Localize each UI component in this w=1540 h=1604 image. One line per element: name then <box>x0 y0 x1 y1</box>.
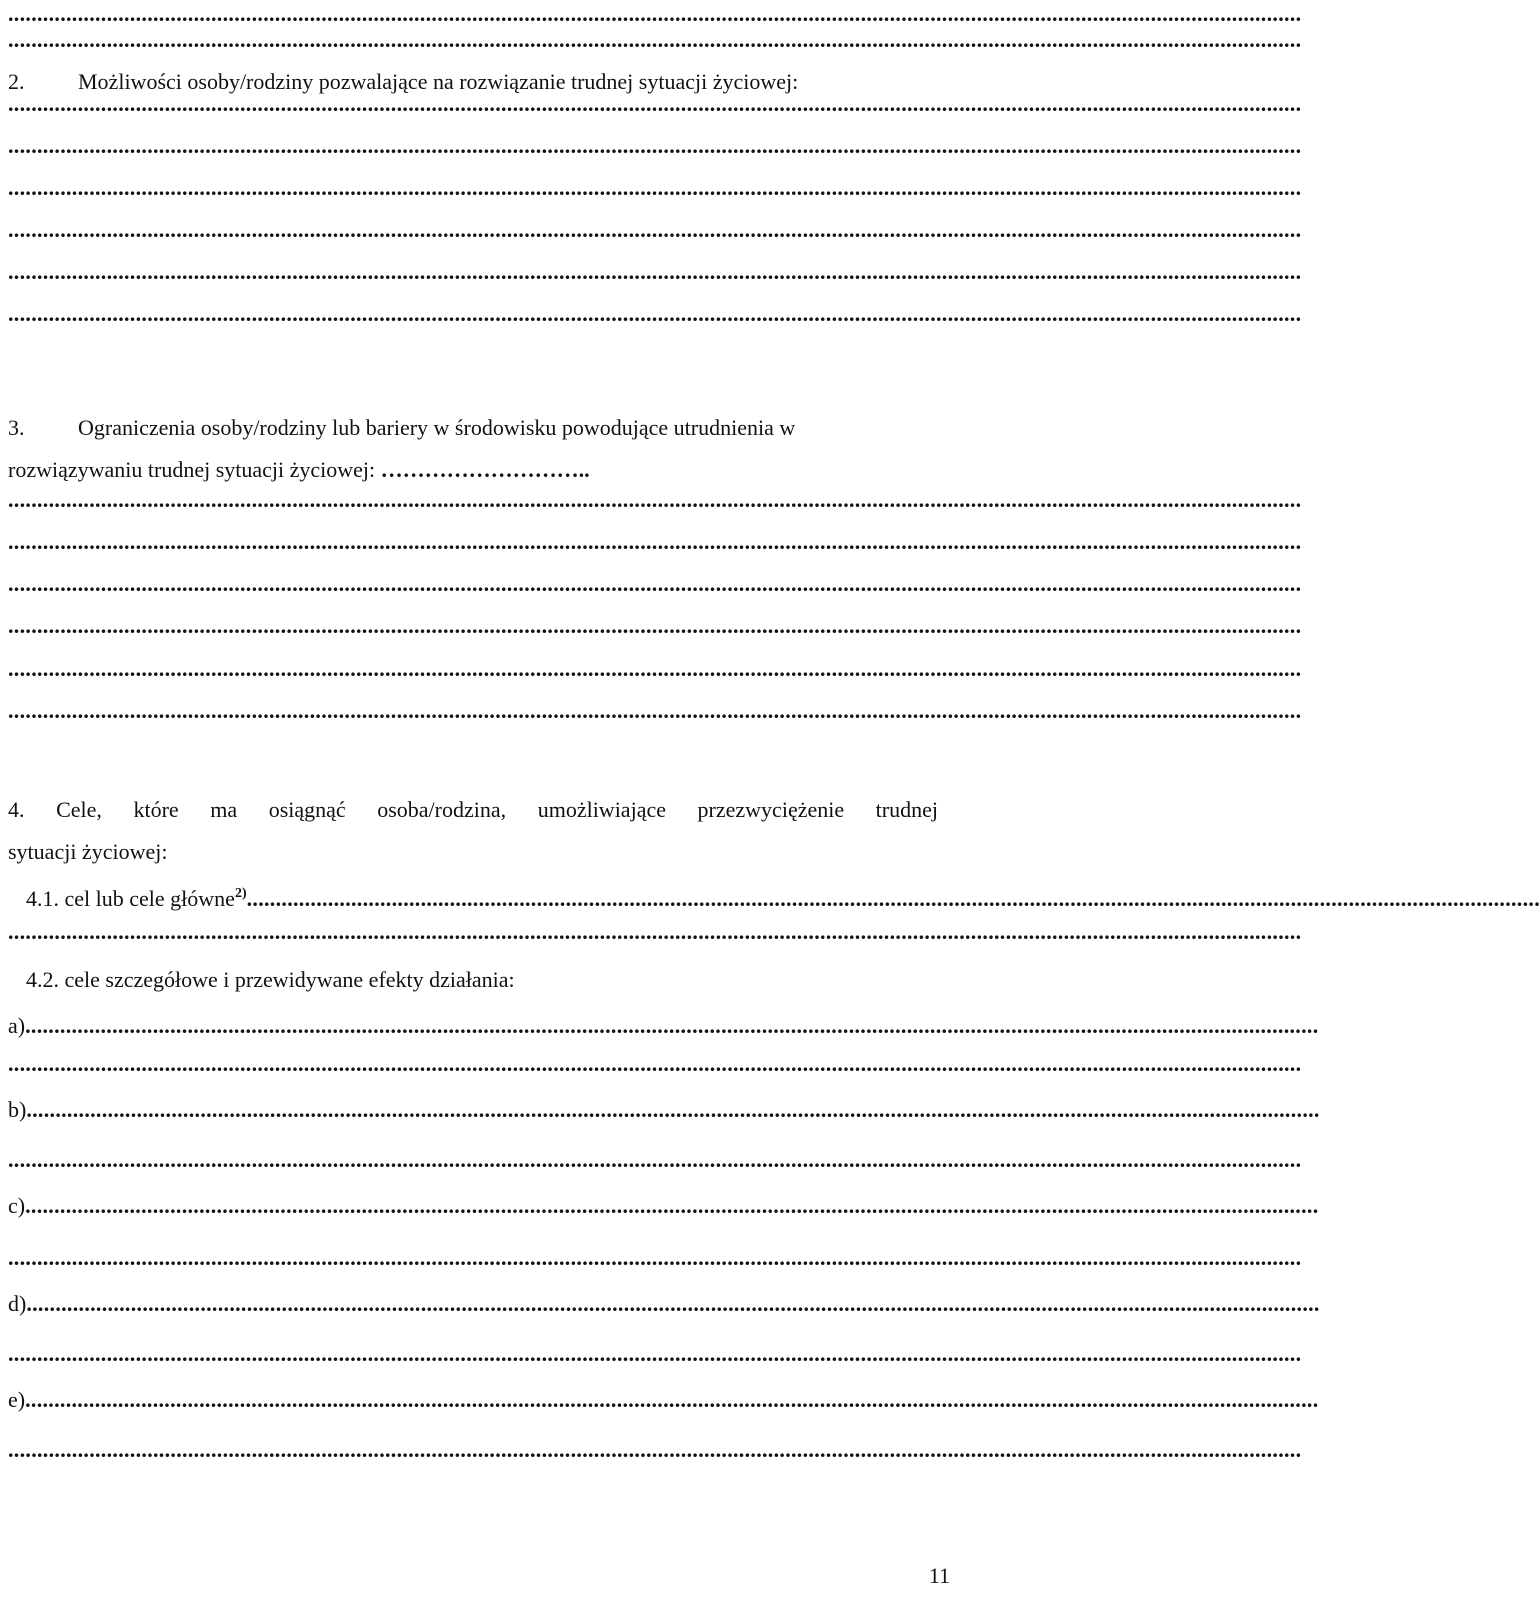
section-3-heading-text: rozwiązywaniu trudnej sytuacji życiowej: <box>8 457 376 482</box>
list-item-c <box>8 1192 1319 1220</box>
dotted-line: ............................................................................................................................................................................................................................... <box>8 175 1302 200</box>
dotted-line: ............................................................................................................................................................................................................................... <box>8 613 1302 638</box>
dotted-line: ............................................................................................................................................................................................................................... <box>25 1013 1319 1038</box>
dotted-line: ............................................................................................................................................................................................................................... <box>8 656 1302 681</box>
section-3-heading-line1: Ograniczenia osoby/rodziny lub bariery w środowisku powodujące utrudnienia w <box>78 415 796 440</box>
section-4-number: 4. <box>8 797 25 822</box>
list-label-d: d) <box>8 1291 27 1316</box>
dotted-line: ............................................................................................................................................................................................................................... <box>26 1291 1320 1316</box>
dotted-line: ............................................................................................................................................................................................................................... <box>8 217 1302 242</box>
dotted-line: ............................................................................................................................................................................................................................... <box>25 1387 1319 1412</box>
dotted-line: ............................................................................................................................................................................................................................... <box>8 698 1302 723</box>
section-4-heading-line1 <box>8 796 938 824</box>
list-label-b: b) <box>8 1097 27 1122</box>
section-4-heading-text: Cele, które ma osiągnąć osoba/rodzina, umożliwiające przezwyciężenie trudnej <box>56 797 938 822</box>
list-item-b <box>8 1096 1320 1124</box>
list-label-c: c) <box>8 1193 26 1218</box>
section-4-heading-line2: sytuacji życiowej: <box>8 839 168 864</box>
section-3-number: 3. <box>8 415 25 440</box>
dotted-line: ............................................................................................................................................................................................................................... <box>8 1437 1302 1462</box>
list-item-a <box>8 1012 1319 1040</box>
item-4-1-label: 4.1. cel lub cele główne <box>26 886 235 911</box>
dotted-line: ............................................................................................................................................................................................................................... <box>8 487 1302 512</box>
dotted-line: ............................................................................................................................................................................................................................... <box>8 571 1302 596</box>
dotted-line: ............................................................................................................................................................................................................................... <box>26 1097 1320 1122</box>
dotted-line: ............................................................................................................................................................................................................................... <box>8 529 1302 554</box>
dotted-line: ............................................................................................................................................................................................................................... <box>8 1 1302 26</box>
page-number: 11 <box>928 1563 950 1588</box>
dotted-line: ............................................................................................................................................................................................................................... <box>8 301 1302 326</box>
dotted-line: ............................................................................................................................................................................................................................... <box>8 1245 1302 1270</box>
list-item-d <box>8 1290 1320 1318</box>
section-3-heading-suffix: ……………………….. <box>380 457 590 482</box>
item-4-2: 4.2. cele szczegółowe i przewidywane efekty działania: <box>26 967 515 992</box>
dotted-line: ............................................................................................................................................................................................................................... <box>25 1193 1319 1218</box>
section-2-number: 2. <box>8 69 25 94</box>
list-item-e <box>8 1386 1319 1414</box>
section-3-heading-line2 <box>8 456 590 484</box>
dotted-line: ............................................................................................................................................................................................................................... <box>8 1051 1302 1076</box>
list-label-e: e) <box>8 1387 26 1412</box>
list-label-a: a) <box>8 1013 26 1038</box>
dotted-line: ............................................................................................................................................................................................................................... <box>246 886 1540 911</box>
dotted-line: ............................................................................................................................................................................................................................... <box>8 91 1302 116</box>
dotted-line: ............................................................................................................................................................................................................................... <box>8 27 1302 52</box>
dotted-line: ............................................................................................................................................................................................................................... <box>8 919 1302 944</box>
item-4-1-footnote: 2) <box>234 886 247 901</box>
item-4-1 <box>26 880 1540 913</box>
dotted-line: ............................................................................................................................................................................................................................... <box>8 133 1302 158</box>
dotted-line: ............................................................................................................................................................................................................................... <box>8 1147 1302 1172</box>
dotted-line: ............................................................................................................................................................................................................................... <box>8 1341 1302 1366</box>
section-2-heading: Możliwości osoby/rodziny pozwalające na rozwiązanie trudnej sytuacji życiowej: <box>78 69 799 94</box>
dotted-line: ............................................................................................................................................................................................................................... <box>8 259 1302 284</box>
